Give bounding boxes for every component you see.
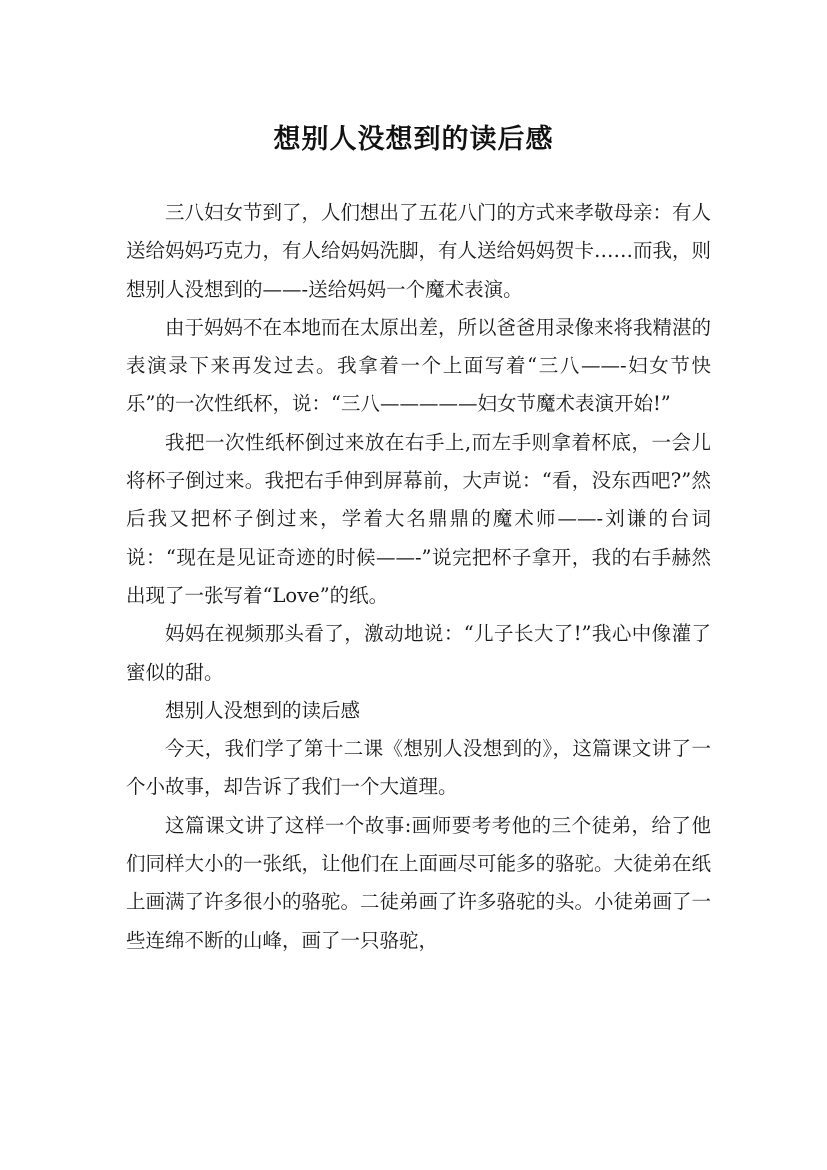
paragraph: 今天，我们学了第十二课《想别人没想到的》，这篇课文讲了一个小故事，却告诉了我们一个大道理。 <box>126 737 711 799</box>
paragraph: 这篇课文讲了这样一个故事:画师要考考他的三个徒弟，给了他们同样大小的一张纸，让他们在上面画尽可能多的骆驼。大徒弟在纸上画满了许多很小的骆驼。二徒弟画了许多骆驼的头。小徒弟画了一些连绵不断的山峰，画了一只骆驼， <box>126 813 712 952</box>
paragraph: 三八妇女节到了，人们想出了五花八门的方式来孝敬母亲：有人送给妈妈巧克力，有人给妈妈洗脚，有人送给妈妈贺卡……而我，则想别人没想到的——-送给妈妈一个魔术表演。 <box>126 201 712 301</box>
paragraph: 我把一次性纸杯倒过来放在右手上,而左手则拿着杯底，一会儿将杯子倒过来。我把右手伸到屏幕前，大声说：“看，没东西吧?”然后我又把杯子倒过来，学着大名鼎鼎的魔术师——-刘谦的台词说：“现在是见证奇迹的时候——-”说完把杯子拿开，我的右手赫然出现了一张写着“Love”的纸。 <box>126 430 711 607</box>
section-heading: 想别人没想到的读后感 <box>165 698 361 722</box>
document-body <box>126 194 711 960</box>
paragraph: 由于妈妈不在本地而在太原出差，所以爸爸用录像来将我精湛的表演录下来再发过去。我拿着一个上面写着“三八——-妇女节快乐”的一次性纸杯，说：“三八—————妇女节魔术表演开始!” <box>126 315 712 416</box>
document-title: 想别人没想到的读后感 <box>273 124 554 156</box>
paragraph: 妈妈在视频那头看了，激动地说：“儿子长大了!”我心中像灌了蜜似的甜。 <box>126 622 711 684</box>
